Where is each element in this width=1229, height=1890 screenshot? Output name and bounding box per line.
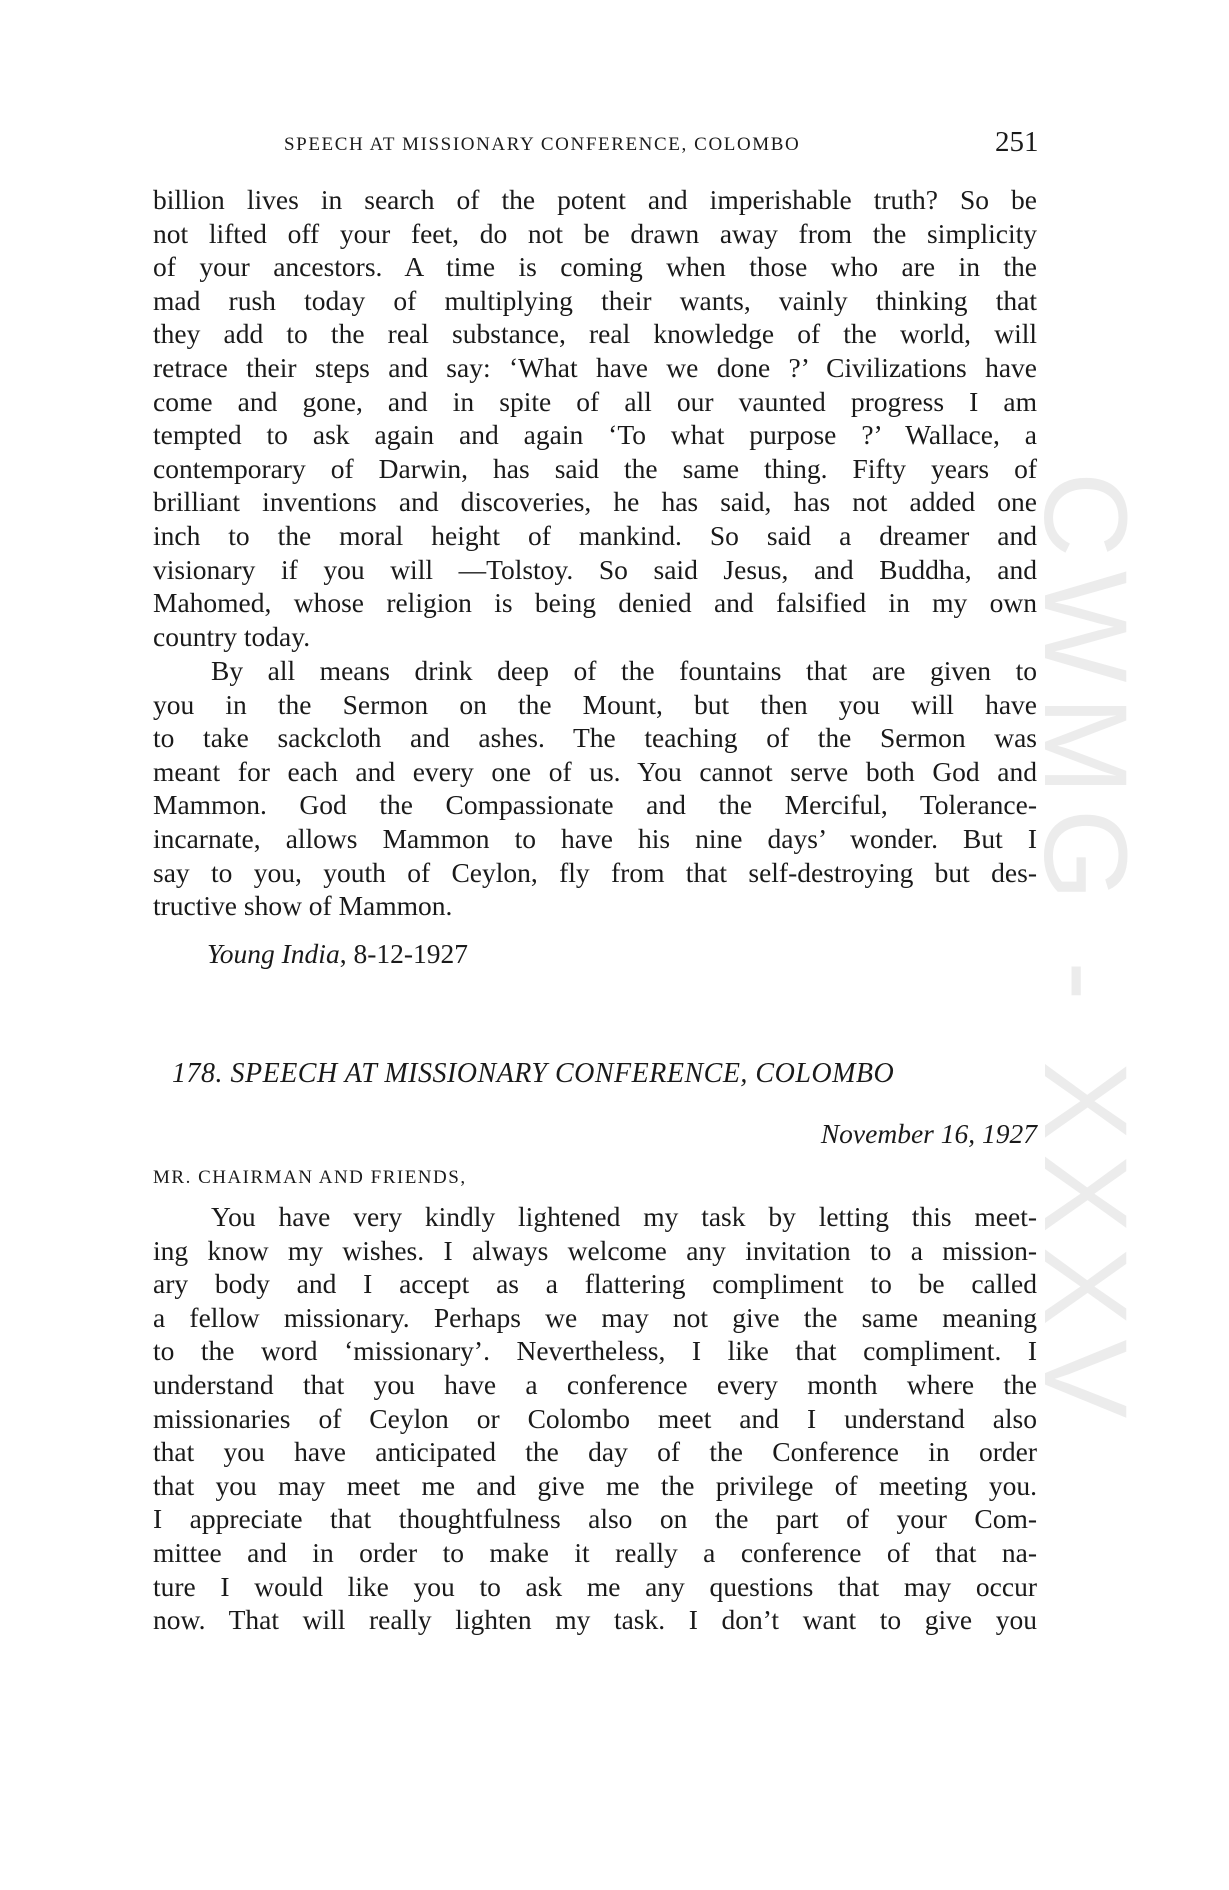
text-line: incarnate, allows Mammon to have his nine days’ wonder. But I bbox=[153, 822, 1037, 854]
text-line: billion lives in search of the potent and imperishable truth? So be bbox=[153, 184, 1037, 215]
text-line: to the word ‘missionary’. Nevertheless, I like that compliment. I bbox=[153, 1335, 1037, 1367]
section-heading: 178. SPEECH AT MISSIONARY CONFERENCE, COLOMBO bbox=[172, 1058, 895, 1089]
text-line: meant for each and every one of us. You cannot serve both God and bbox=[153, 755, 1037, 787]
text-line: tempted to ask again and again ‘To what purpose ?’ Wallace, a bbox=[153, 419, 1037, 451]
text-line: of your ancestors. A time is coming when those who are in the bbox=[153, 251, 1037, 283]
text-line: they add to the real substance, real knowledge of the world, will bbox=[153, 318, 1037, 350]
text-line: Mammon. God the Compassionate and the Merciful, Tolerance- bbox=[153, 789, 1037, 821]
text-line: retrace their steps and say: ‘What have we done ?’ Civilizations have bbox=[153, 351, 1037, 383]
paragraph-1 bbox=[153, 183, 1037, 653]
text-line: ary body and I accept as a flattering compliment to be called bbox=[153, 1268, 1037, 1300]
text-line: that you have anticipated the day of the Conference in order bbox=[153, 1436, 1037, 1468]
source-date: , 8-12-1927 bbox=[339, 938, 469, 969]
text-line: you in the Sermon on the Mount, but then you will have bbox=[153, 688, 1037, 720]
text-line: not lifted off your feet, do not be drawn away from the simplicity bbox=[153, 217, 1037, 249]
text-line: You have very kindly lightened my task by letting this meet- bbox=[211, 1201, 1037, 1232]
text-line: to take sackcloth and ashes. The teaching of the Sermon was bbox=[153, 722, 1037, 754]
page-number: 251 bbox=[995, 126, 1039, 158]
source-publication: Young India bbox=[207, 938, 340, 969]
text-line: contemporary of Darwin, has said the same thing. Fifty years of bbox=[153, 452, 1037, 484]
text-line: say to you, youth of Ceylon, fly from that self-destroying but des- bbox=[153, 856, 1037, 888]
watermark: CWMG - XXXV bbox=[1019, 471, 1151, 1433]
text-line: visionary if you will —Tolstoy. So said Jesus, and Buddha, and bbox=[153, 553, 1037, 585]
text-line: missionaries of Ceylon or Colombo meet and I understand also bbox=[153, 1402, 1037, 1434]
text-line: ing know my wishes. I always welcome any invitation to a mission- bbox=[153, 1234, 1037, 1266]
source-citation bbox=[207, 938, 468, 970]
paragraph-3 bbox=[153, 1200, 1037, 1637]
text-line: that you may meet me and give me the privilege of meeting you. bbox=[153, 1469, 1037, 1501]
text-line: understand that you have a conference every month where the bbox=[153, 1368, 1037, 1400]
text-line: ture I would like you to ask me any questions that may occur bbox=[153, 1570, 1037, 1602]
text-line: inch to the moral height of mankind. So said a dreamer and bbox=[153, 519, 1037, 551]
text-line: a fellow missionary. Perhaps we may not give the same meaning bbox=[153, 1301, 1037, 1333]
speech-date: November 16, 1927 bbox=[820, 1118, 1037, 1149]
salutation: MR. CHAIRMAN AND FRIENDS, bbox=[153, 1167, 467, 1188]
running-head: SPEECH AT MISSIONARY CONFERENCE, COLOMBO bbox=[284, 134, 801, 155]
text-line: mad rush today of multiplying their wants, vainly thinking that bbox=[153, 284, 1037, 316]
text-line: country today. bbox=[153, 620, 311, 652]
text-line: tructive show of Mammon. bbox=[153, 890, 453, 922]
text-line: By all means drink deep of the fountains that are given to bbox=[211, 655, 1037, 686]
text-line: mittee and in order to make it really a conference of that na- bbox=[153, 1536, 1037, 1568]
text-line: Mahomed, whose religion is being denied and falsified in my own bbox=[153, 587, 1037, 619]
text-line: come and gone, and in spite of all our vaunted progress I am bbox=[153, 385, 1037, 417]
text-line: brilliant inventions and discoveries, he has said, has not added one bbox=[153, 486, 1037, 518]
text-line: I appreciate that thoughtfulness also on the part of your Com- bbox=[153, 1503, 1037, 1535]
paragraph-2 bbox=[153, 654, 1037, 923]
text-line: now. That will really lighten my task. I don’t want to give you bbox=[153, 1604, 1037, 1636]
